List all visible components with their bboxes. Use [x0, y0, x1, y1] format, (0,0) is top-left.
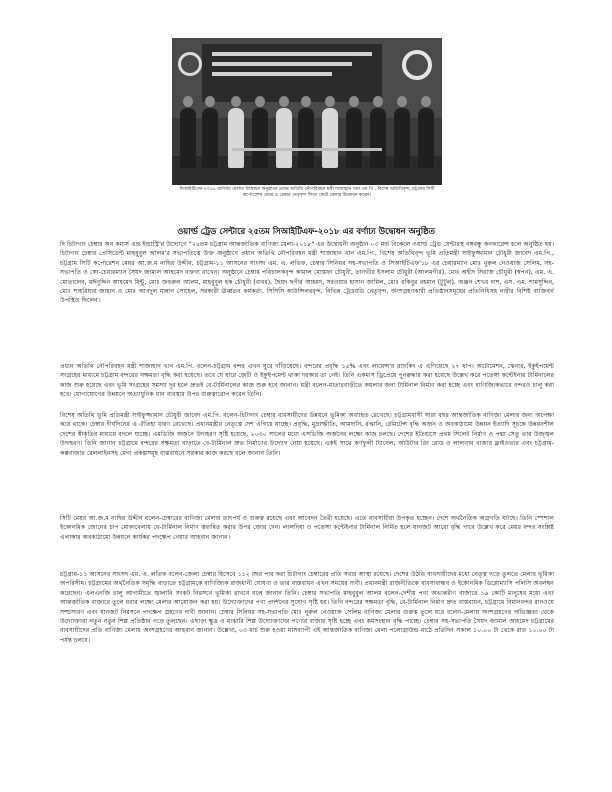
citf-logo-icon — [402, 50, 432, 80]
person-figure — [370, 108, 386, 168]
banner-text-line — [212, 72, 332, 76]
article-title: ওয়ার্ল্ড ট্রেড সেন্টারে ২৫তম সিআইটিএফ-২০১৮ এর বর্ণাঢ্য উদ্বোধন অনুষ্ঠিত — [177, 226, 435, 236]
person-figure — [180, 108, 196, 168]
banner-text-line — [212, 62, 352, 66]
person-figure — [252, 108, 268, 168]
person-figure — [276, 108, 292, 168]
person-figure — [322, 108, 338, 168]
news-photo — [172, 38, 442, 185]
ceremony-ribbon — [232, 148, 382, 151]
person-figure — [298, 108, 314, 168]
person-figure — [418, 108, 434, 168]
article-paragraph: দি চিটাগাং চেম্বার অব কমার্স এন্ড ইন্ডাস্ট্রি'র উদ্যোগে "২৫তম চট্টগ্রাম আন্তর্জাতিক বাণিজ্য মেলা-২০১৮" এর উদ্বোধনী অনুষ্ঠান ০৩ মার্চ বিকেলে ওয়ার্ল্ড ট্রেড সেন্টারস্থ বঙ্গবন্ধু কনফারেন্স হলে অনুষ্ঠিত হয়। চিটাগাং চেম্বার প্রেসিডেন্ট মাহবুবুল আলম'র সভাপতিত্বে উক্ত অনুষ্ঠানে প্রধান অতিথি নৌপরিবহন মন্ত্রী শাজাহান খান এম.পি., বিশেষ অতিথিবৃন্দ ভূমি প্রতিমন্ত্রী সাইফুজ্জামান চৌধুরী জাবেদ এম.পি., চট্টগ্রাম সিটি কর্পোরেশন মেয়র আ.জ.ম নাছির উদ্দীন, চট্টগ্রাম-১১ আসনের সাংসদ এম. এ. লতিফ, চেম্বার সিনিয়র সহ-সভাপতি ও সিআইটিএফ'১৮ এর চেয়ারম্যান মোঃ নুরুল নেওয়াজ সেলিম, সহ-সভাপতি ও কো-চেয়ারম্যান সৈয়দ জামাল আহমেদ বক্তব্য রাখেন। অনুষ্ঠানে চেম্বার পরিচালকবৃন্দ কামাল মোস্তফা চৌধুরী, তানভীর ইসলাম চৌধুরী (আলমগীর), মোঃ অহীদ সিরাজ চৌধুরী (স্বপন), এম. এ. মোতালেব, মঈনুদ্দিন আহমেদ মিন্টু, মোঃ জহুরুল আলম, মাহবুবুল হক চৌধুরী (বাবর), ছৈয়দ ছগীর আহমদ, সরওয়ার হাসান জামিল, মোঃ রকিবুর রহমান (টুটুল), অঞ্জন শেখর দাশ, এস. এম. শামসুদ্দিন, মোঃ শাহরিয়ার জাহান ও মোঃ আবদুল মান্নান সোহেল, সরকারী ঊর্ধ্বতন কর্মকর্তা, সিসিসি কাউন্সিলরবৃন্দ, বিভিন্ন ট্রেডবডি নেতৃবৃন্দ, অংশগ্রহণকারী প্রতিষ্ঠানসমূহের প্রতিনিধিসহ নারীর বিশিষ্ট ব্যক্তিবর্গ উপস্থিত ছিলেন। — [60, 241, 554, 305]
person-figure — [394, 108, 410, 168]
banner-text-line — [212, 52, 372, 56]
person-figure — [346, 108, 362, 168]
article-paragraph: প্রধান অতিথি নৌপরিবহন মন্ত্রী শাজাহান খান এম.পি. বলেন-চট্টগ্রাম বন্দর এখন ঘুরে দাঁড়িয়েছে। বন্দরের প্রবৃদ্ধি ১৫% এবং লায়েন্স'র র‍্যাংকিং এ এগিয়েছে ২৭ ধাপ। অটোমেশন, স্কেনার, ইকুইপমেন্ট সংগ্রহের মাধ্যমে চট্টগ্রাম বন্দরের সক্ষমতা বৃদ্ধি করা হয়েছে। তবে যে হারে জেটি ও ইকুইপমেন্ট থাকা দরকার তা নেই। তিনি একমাস ড্রিপ্রেয়ে পুনরুদ্ধার করা হয়েছে উল্লেখ করে পতেঙ্গা কন্টেইনার টার্মিনালের কাজ শুরু হয়েছে এবং ভূমি সংগ্রহের সমস্যা দূর হলে দ্রুতই বে-টার্মিনালের কাজ শুরু হবে জানান। মন্ত্রী বলেন-মাতারবাড়ীতে কয়লার জন্য টার্মিনাল নির্মাণ করা হচ্ছে এবং বাণিজ্যিকভাবে বন্দরও চালু করা হবে। যোগাযোগের উন্নয়নে অত্যাধুনিক যান ব্যবস্থার উপর গুরুত্বারোপ করেন তিনি। — [60, 363, 554, 399]
person-figure — [202, 108, 218, 168]
photo-caption: সিআইটিএফ-২০১৮ বাণিজ্য মেলার উদ্বোধন অনুষ্ঠানে প্রধান অতিথি নৌপরিবহন মন্ত্রী শাজাহান খান এম.পি., বিশেষ অতিথিবৃন্দ, চট্টগ্রাম সিটি কর্পোরেশন মেয়র ও চেম্বার নেতৃবৃন্দ ফিতা কেটে মেলার উদ্বোধন করেন। — [179, 187, 435, 198]
article-paragraph: সিটি মেয়র আ.জ.ম নাছির উদ্দীন বলেন-চেম্বারের বাণিজ্য মেলার তাৎপর্য ও গুরুত্ব রয়েছে এবং আবেদন তৈরী হয়েছে। এতে ব্যবসায়ীরা উপকৃত হচ্ছেন। দেশে অর্থনৈতিক অগ্রগতি ঘটছে। তিনি স্পেশাল ইকোনমিক জোনের চাপ মোকাবেলায় বে-টার্মিনাল নির্মাণ ত্বরান্বিত করার উপর জোর দেন। লালদিয়া ও পতেঙ্গা কন্টেইনার টার্মিনাল নির্মিত হলে যানজট আরো বৃদ্ধি পাবে উল্লেখ করে মেয়র বন্দর সংশ্লিষ্ট এলাকার অবকাঠামো উন্নয়নে কার্যকর পদক্ষেপ নেয়ার আহবান জানান। — [60, 515, 554, 541]
person-figure — [228, 108, 244, 168]
chamber-logo-icon — [178, 52, 202, 76]
article-paragraph: বিশেষ অতিথি ভূমি প্রতিমন্ত্রী সাইফুজ্জামান চৌধুরী জাবেদ এম.পি. বলেন-চিটাগাং চেম্বার ব্যবসায়ীদের উন্নয়নে ভূমিকা অব্যাহত রেখেছে। চট্টগ্রামবাসী সারা বছর আন্তর্জাতিক বাণিজ্য মেলার জন্য অপেক্ষা করে থাকে। চেম্বার দীর্ঘদিনের এ ঐতিহ্য ধারণ রেখেছে। প্রধানমন্ত্রীর নেতৃত্বে দেশ এগিয়ে যাচ্ছে। প্রবৃদ্ধি, মুদ্রাস্ফীতি, আমদানি, রপ্তানি, রেমিটেন্স বৃদ্ধি অর্জন ও অবকাঠামো উন্নয়ন ইত্যাদি সূচকে উন্নয়নশীল দেশের স্বীকৃতির মাধ্যমে বদলে যাচ্ছে। এমডিজি অর্জনে উদাহরণ সৃষ্টি হয়েছে, ২০৩০ সালের মধ্যে এসডিজি অর্জনের লক্ষ্যে কাজ চলছে। দেশের ইতিহাসে প্রথম সিলেট নির্মাণ ও পদ্মা সেতু তার উজ্জ্বল উদাহরণ। তিনি জানান চট্টগ্রামে বন্দরের সক্ষমতা বাড়াতে বে-টার্মিনাল দ্রুত নির্মাণের উদ্যোগ নেয়া হয়েছে। একই সাথে কর্ণফুলী ট্যানেল, আউটার রিং রোড ও লালখান বাজার ফ্লাইওভার এবং চট্টগ্রাম-কক্সবাজার রেললাইনসহ মেগা প্রকল্পসমূহ বাস্তবায়নে সরকার কাজ করছে বলে জানান তিনি। — [60, 412, 554, 457]
article-paragraph: চট্টগ্রাম-১১ আসনের সাংসদ এম. এ. লতিফ বলেন-জেলা চেম্বার হিসেবে ১১২ বছর পার করা চিটাগাং চেম্বারের প্রতি সবার আস্থা রয়েছে। দেশের উঠতি ব্যবসায়ীদের মধ্যে নেতৃত্ব গড়ে তুলতে মেলার ভূমিকা অপরিসীম। চট্টগ্রামের অর্থনৈতিক সমৃদ্ধি বাড়াতে চট্টগ্রামকে বাণিজ্যিক রাজধানী ঘোষণা ও তার বাস্তবায়ন এখন সময়ের দাবী। প্রধানমন্ত্রী রাজনীতিকে ব্যবসাবান্ধব ও ইকোনমিক ডিপ্লোম্যাসি পলিসি অবলম্বন করেছেন। এলএনজি চালু আগামীতে জ্বালানি সংকট নিরসনে ভূমিকা রাখবে বলে জানান তিনি। চেম্বার সভাপতি মাহবুবুল আলম বলেন-দেশীয় পণ্য অভ্যন্তরীণ বাজারে ১৬ কোটি মানুষের মধ্যে এবং আন্তর্জাতিক বাজারে তুলে ধরার লক্ষ্যে মেলার আয়োজন করা হয়। উদ্যোক্তাদের পণ্য প্রদর্শনের সুযোগ সৃষ্টি হয়। তিনি বন্দরের সক্ষমতা বৃদ্ধি, বে-টার্মিনাল নির্মাণ দ্রুত বাস্তবায়ন, চট্টগ্রামে বিমানবন্দর রানওয়ে সম্প্রসারণ এবং যানজট নিরসনে পদক্ষেপ গ্রহণের দাবী জানান। চেম্বার সিনিয়র সহ-সভাপতি মোঃ নুরুল নেওয়াজ সেলিম বাণিজ্য মেলার গুরুত্ব তুলে ধরে বলেন-মেলায় অংশগ্রহণের অভিজ্ঞতা থেকে উদ্যোক্তারা নতুন নতুন শিল্প প্রতিষ্ঠান গড়ে তুলছেন। এছাড়া ক্ষুদ্র ও মাঝারি শিল্প উদ্যোক্তাদের পণ্যের বাজার সৃষ্টি হচ্ছে এবং কর্মসংস্থান বৃদ্ধি পাচ্ছে। চেম্বার সহ-সভাপতি সৈয়দ জামাল আহমেদ চট্টগ্রামের ব্যবসায়ীদের প্রতি বাণিজ্য মেলায় অংশগ্রহণের আহবান জানান। উল্লেখ্য, ০৩ মার্চ শুরু হওয়া মাসব্যাপী এই আন্তর্জাতিক বাণিজ্য মেলা পলোগ্রাউন্ড মাঠে প্রতিদিন সকাল ১০.০০ টা থেকে রাত ১০.০০ টা পর্যন্ত চলবে। — [60, 571, 554, 644]
